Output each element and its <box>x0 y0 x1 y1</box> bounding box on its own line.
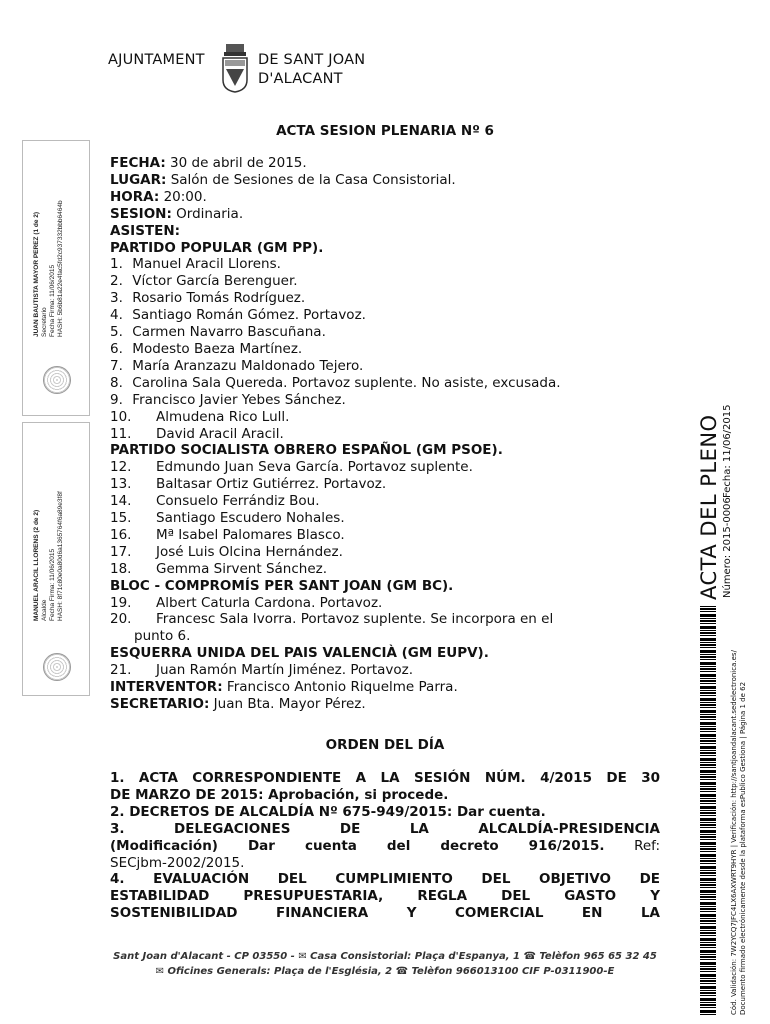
list-item: 20. Francesc Sala Ivorra. Portavoz suplente. Se incorpora en el <box>110 611 554 628</box>
list-item: 19. Albert Caturla Cardona. Portavoz. <box>110 594 383 611</box>
agenda-item-2: 2. DECRETOS DE ALCALDÍA Nº 675-949/2015: Dar cuenta. <box>110 803 546 820</box>
seal-stamp-icon <box>43 653 71 681</box>
list-item: 9. Francisco Javier Yebes Sánchez. <box>110 391 346 408</box>
agenda-section <box>110 770 660 922</box>
list-item-continuation: punto 6. <box>134 628 191 645</box>
agenda-item-1-cont: DE MARZO DE 2015: Aprobación, si procede. <box>110 786 449 803</box>
coat-of-arms-logo <box>220 42 250 94</box>
agenda-item-3-ref: SECjbm-2002/2015. <box>110 854 245 871</box>
document-number: Número: 2015-0006 <box>722 497 733 598</box>
list-item: 21. Juan Ramón Martín Jiménez. Portavoz. <box>110 662 414 679</box>
list-item: 14. Consuelo Ferrándiz Bou. <box>110 493 320 510</box>
list-item: 7. María Aranzazu Maldonado Tejero. <box>110 357 364 374</box>
header-right-line2: D'ALACANT <box>258 71 343 87</box>
signature-block-2 <box>22 422 90 696</box>
group-heading: PARTIDO SOCIALISTA OBRERO ESPAÑOL (GM PSOE). <box>110 442 503 459</box>
signer-name: MANUEL ARACIL LLORENS (2 de 2) <box>33 509 40 621</box>
list-item: 6. Modesto Baeza Martínez. <box>110 340 303 357</box>
orden-del-dia-title: ORDEN DEL DÍA <box>325 737 445 753</box>
list-item: 10. Almudena Rico Lull. <box>110 408 290 425</box>
seal-stamp-icon <box>43 366 71 394</box>
list-item: 5. Carmen Navarro Bascuñana. <box>110 324 326 341</box>
signer-name: JUAN BAUTISTA MAYOR PEREZ (1 de 2) <box>33 211 40 337</box>
agenda-item-1: 1. ACTA CORRESPONDIENTE A LA SESIÓN NÚM. 4/2015 DE 30 <box>110 770 660 786</box>
interventor-line: INTERVENTOR: Francisco Antonio Riquelme Parra. <box>110 679 458 696</box>
list-item: 18. Gemma Sirvent Sánchez. <box>110 560 327 577</box>
list-item: 15. Santiago Escudero Nohales. <box>110 510 345 527</box>
group-heading: PARTIDO POPULAR (GM PP). <box>110 239 324 256</box>
list-item: 11. David Aracil Aracil. <box>110 425 284 442</box>
list-item: 12. Edmundo Juan Seva García. Portavoz suplente. <box>110 459 473 476</box>
signature-date: Fecha Firma: 11/06/2015 <box>49 548 56 621</box>
document-date: Fecha: 11/06/2015 <box>722 404 733 498</box>
document-title: ACTA SESION PLENARIA Nº 6 <box>276 123 494 139</box>
signature-block-1 <box>22 140 90 416</box>
signature-hash: HASH: 8f71c80e0a80d6a1365764f6a89e3f8f <box>57 491 64 621</box>
sesion-line: SESION: Ordinaria. <box>110 205 244 222</box>
footer-line1: Sant Joan d'Alacant - CP 03550 - ✉ Casa Consistorial: Plaça d'Espanya, 1 ☎ Telèfon 965 65 32 45 <box>113 951 657 962</box>
list-item: 16. Mª Isabel Palomares Blasco. <box>110 526 345 543</box>
barcode-icon <box>700 606 716 1016</box>
agenda-item-3: 3. DELEGACIONES DE LA ALCALDÍA-PRESIDENCIA <box>110 820 660 837</box>
lugar-line: LUGAR: Salón de Sesiones de la Casa Consistorial. <box>110 171 456 188</box>
agenda-item-4: 4. EVALUACIÓN DEL CUMPLIMIENTO DEL OBJETIVO DE <box>110 871 660 888</box>
secretario-line: SECRETARIO: Juan Bta. Mayor Pérez. <box>110 696 366 712</box>
asisten-label: ASISTEN: <box>110 222 181 239</box>
acta-del-pleno-label: ACTA DEL PLENO <box>697 414 721 600</box>
platform-note: Documento firmado electrónicamente desde la plataforma esPublico Gestiona | Página 1 de 62 <box>739 681 747 1015</box>
list-item: 4. Santiago Román Gómez. Portavoz. <box>110 307 366 324</box>
agenda-item-3-cont: (Modificación) Dar cuenta del decreto 916/2015. Ref: <box>110 837 660 854</box>
header-left-text: AJUNTAMENT <box>108 52 205 68</box>
hora-line: HORA: 20:00. <box>110 188 207 205</box>
signer-role: Alcalde <box>41 599 48 621</box>
attendance-section <box>110 155 662 713</box>
list-item: 8. Carolina Sala Quereda. Portavoz suplente. No asiste, excusada. <box>110 374 561 391</box>
agenda-item-4-cont2: SOSTENIBILIDAD FINANCIERA Y COMERCIAL EN LA <box>110 905 660 922</box>
list-item: 2. Víctor García Berenguer. <box>110 273 298 290</box>
signature-hash: HASH: 5b6b81a22e4fac5fd2c937332bbb6464b <box>57 200 64 337</box>
list-item: 3. Rosario Tomás Rodríguez. <box>110 290 306 307</box>
fecha-line: FECHA: 30 de abril de 2015. <box>110 155 307 171</box>
group-heading: BLOC - COMPROMÍS PER SANT JOAN (GM BC). <box>110 577 454 594</box>
group-heading: ESQUERRA UNIDA DEL PAIS VALENCIÀ (GM EUPV). <box>110 645 489 662</box>
validation-code: Cód. Validación: 7W2YCQ7JFC4LX6AXWRT9HYR | Verificación: http://santjoandalacant.sedelectronica.es/ <box>730 650 738 1015</box>
signer-role: Secretario <box>41 307 48 337</box>
signature-date: Fecha Firma: 11/06/2015 <box>49 264 56 337</box>
header-right-line1: DE SANT JOAN <box>258 52 366 68</box>
list-item: 17. José Luis Olcina Hernández. <box>110 543 343 560</box>
agenda-item-4-cont: ESTABILIDAD PRESUPUESTARIA, REGLA DEL GASTO Y <box>110 888 660 905</box>
footer-line2: ✉ Oficines Generals: Plaça de l'Església, 2 ☎ Telèfon 966013100 CIF P-0311900-E <box>155 966 615 977</box>
list-item: 13. Baltasar Ortiz Gutiérrez. Portavoz. <box>110 476 387 493</box>
list-item: 1. Manuel Aracil Llorens. <box>110 256 281 273</box>
